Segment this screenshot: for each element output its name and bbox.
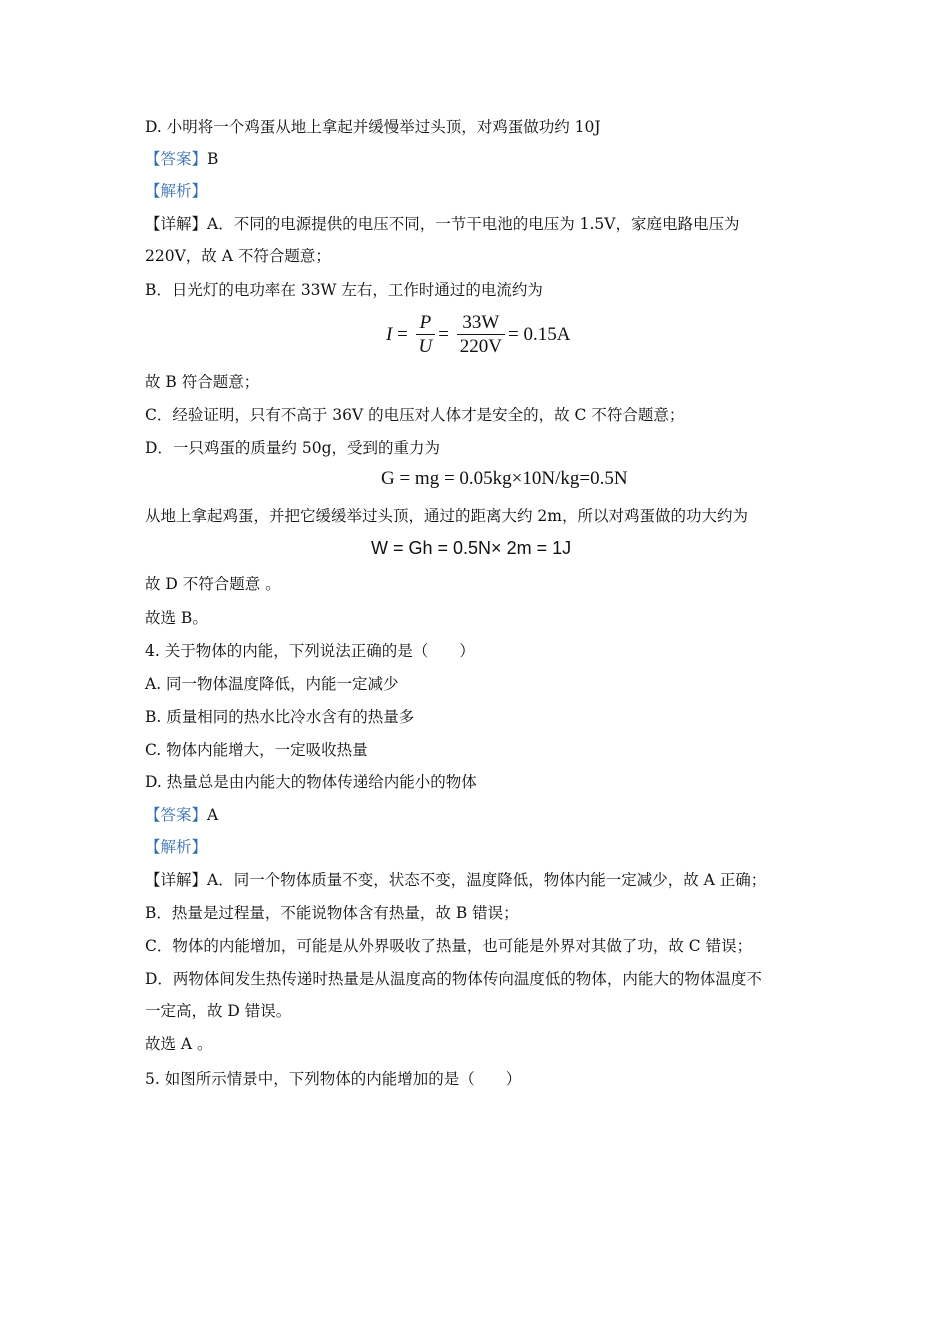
detail-row-q4-c: C．物体的内能增加，可能是从外界吸收了热量，也可能是外界对其做了功，故 C 错误； (145, 937, 753, 955)
question-4: 4. 关于物体的内能，下列说法正确的是（ ） (145, 642, 475, 660)
option-b-q4: B. 质量相同的热水比冷水含有的热量多 (145, 708, 415, 726)
detail-row-q4-a: 【详解】A．同一个物体质量不变，状态不变，温度降低，物体内能一定减少，故 A 正确； (145, 871, 767, 889)
detail-row-q4-d-cont: 一定高，故 D 错误。 (145, 1002, 292, 1020)
answer-value: B (207, 150, 219, 168)
answer-tag: 【答案】 (145, 806, 208, 824)
formula-gravity: G = mg = 0.05kg×10N/kg=0.5N (381, 468, 628, 489)
option-d-q3: D. 小明将一个鸡蛋从地上拿起并缓慢举过头顶，对鸡蛋做功约 10J (145, 118, 601, 136)
choice-q4: 故选 A 。 (145, 1035, 213, 1053)
detail-row-q4-d: D．两物体间发生热传递时热量是从温度高的物体传向温度低的物体，内能大的物体温度不 (145, 970, 762, 988)
option-c-q4: C. 物体内能增大，一定吸收热量 (145, 741, 368, 759)
answer-tag: 【答案】 (145, 150, 208, 168)
analysis-tag: 【解析】 (145, 182, 208, 200)
detail-row-b: B．日光灯的电功率在 33W 左右，工作时通过的电流约为 (145, 281, 543, 299)
detail-row-d: D．一只鸡蛋的质量约 50g，受到的重力为 (145, 439, 441, 457)
answer-value: A (207, 806, 219, 824)
detail-row-d-cont: 从地上拿起鸡蛋，并把它缓缓举过头顶，通过的距离大约 2m，所以对鸡蛋做的功大约为 (145, 507, 748, 525)
fraction-values: $\frac{33W}{220V}$ (457, 312, 505, 359)
detail-row-c: C．经验证明，只有不高于 36V 的电压对人体才是安全的，故 C 不符合题意； (145, 406, 685, 424)
detail-tag: 【详解】 (145, 871, 208, 889)
analysis-tag: 【解析】 (145, 838, 208, 856)
answer-row-q3 (145, 148, 218, 170)
detail-row-a: 【详解】A．不同的电源提供的电压不同，一节干电池的电压为 1.5V，家庭电路电压为 (145, 215, 740, 233)
option-d-q4: D. 热量总是由内能大的物体传递给内能小的物体 (145, 773, 477, 791)
option-a-q4: A. 同一物体温度降低，内能一定减少 (145, 675, 399, 693)
detail-tag: 【详解】 (145, 215, 208, 233)
detail-row-d-conclusion: 故 D 不符合题意 。 (145, 575, 281, 593)
detail-row-a-cont: 220V，故 A 不符合题意； (145, 247, 331, 265)
choice-q3: 故选 B。 (145, 609, 208, 627)
question-5: 5. 如图所示情景中，下列物体的内能增加的是（ ） (145, 1070, 522, 1088)
detail-row-b-conclusion: 故 B 符合题意； (145, 373, 260, 391)
formula-work: W = Gh = 0.5N× 2m = 1J (371, 538, 572, 558)
answer-row-q4 (145, 804, 218, 826)
detail-row-q4-b: B．热量是过程量，不能说物体含有热量，故 B 错误； (145, 904, 519, 922)
fraction-power-voltage: $\frac{P}{U}$ (416, 312, 436, 359)
formula-current: I = $\frac{P}{U}$ = $\frac{33W}{220V}$ = 0.15A (386, 312, 571, 357)
